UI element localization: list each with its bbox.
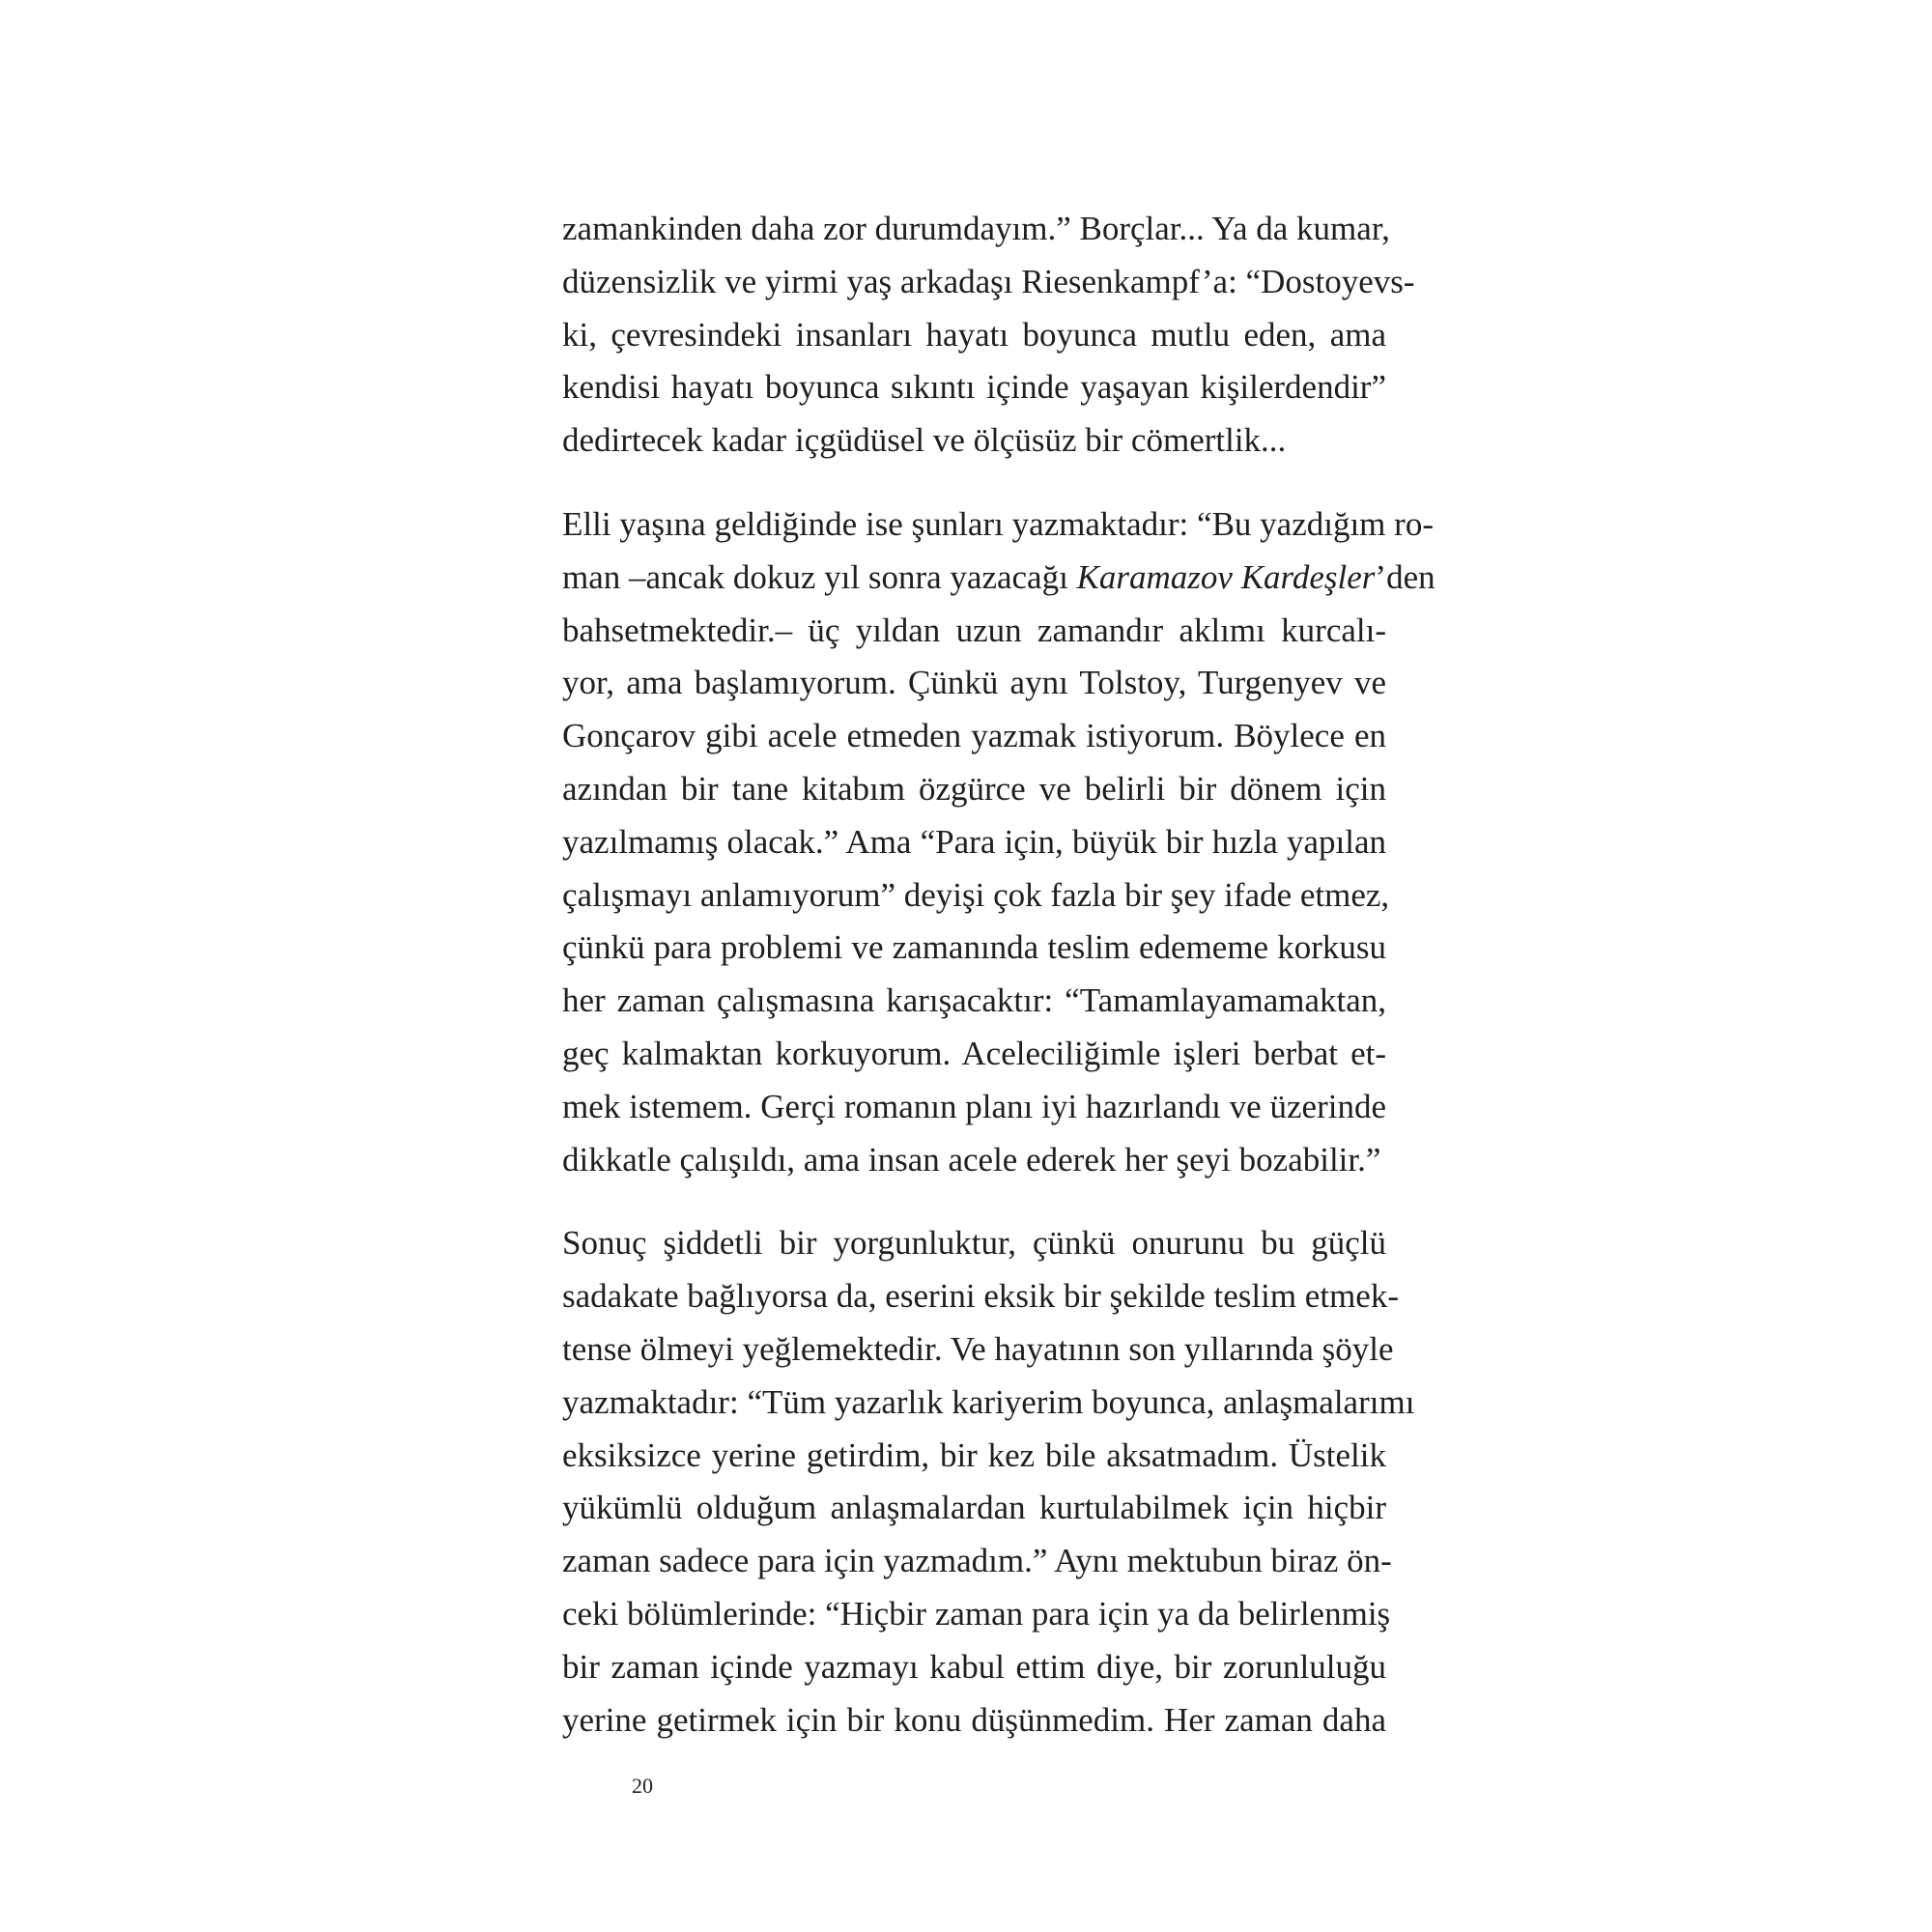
text-line: Sonuç şiddetli bir yorgunluktur, çünkü onurunu bu güçlü [562,1224,1386,1263]
text-line: eksiksizce yerine getirdim, bir kez bile aksatmadım. Üstelik [562,1435,1386,1474]
text-line: dedirtecek kadar içgüdüsel ve ölçüsüz bir cömertlik... [562,421,1287,460]
text-line: ki, çevresindeki insanları hayatı boyunca mutlu eden, ama [562,315,1386,354]
text-line: çünkü para problemi ve zamanında teslim edememe korkusu [562,928,1386,967]
text-line: ceki bölümlerinde: “Hiçbir zaman para için ya da belirlenmiş [562,1594,1391,1633]
paragraph-2 [562,498,1435,1186]
text-line: yerine getirmek için bir konu düşünmedim. Her zaman daha [562,1700,1386,1739]
text-line: Gonçarov gibi acele etmeden yazmak istiyorum. Böylece en [562,717,1386,755]
text-line: tense ölmeyi yeğlemektedir. Ve hayatının son yıllarında şöyle [562,1329,1394,1368]
text-line: yor, ama başlamıyorum. Çünkü aynı Tolstoy, Turgenyev ve [562,664,1386,702]
page-number: 20 [632,1774,653,1798]
text-line: bahsetmektedir.– üç yıldan uzun zamandır aklımı kurcalı- [562,611,1386,649]
text-line: düzensizlik ve yirmi yaş arkadaşı Riesenkampf’a: “Dostoyevs- [562,262,1415,300]
text-line: Elli yaşına geldiğinde ise şunları yazmaktadır: “Bu yazdığım ro- [562,504,1434,543]
text-segment: ’den [1375,557,1435,596]
text-line: bir zaman içinde yazmayı kabul ettim diye, bir zorunluluğu [562,1647,1386,1686]
book-title-italic: Karamazov Kardeşler [1076,557,1376,596]
text-line: azından bir tane kitabım özgürce ve belirli bir dönem için [562,769,1386,808]
text-line: yazılmamış olacak.” Ama “Para için, büyük bir hızla yapılan [562,822,1386,861]
text-line-with-title [562,552,1435,605]
text-line: kendisi hayatı boyunca sıkıntı içinde yaşayan kişilerdendir” [562,368,1386,407]
text-line: yükümlü olduğum anlaşmalardan kurtulabilmek için hiçbir [562,1489,1386,1527]
paragraph-1 [562,203,1415,468]
text-line: dikkatle çalışıldı, ama insan acele ederek her şeyi bozabilir.” [562,1140,1381,1179]
text-line: yazmaktadır: “Tüm yazarlık kariyerim boyunca, anlaşmalarımı [562,1382,1415,1421]
text-line: zamankinden daha zor durumdayım.” Borçlar... Ya da kumar, [562,210,1390,247]
text-line: zaman sadece para için yazmadım.” Aynı mektubun biraz ön- [562,1542,1392,1580]
text-line: her zaman çalışmasına karışacaktır: “Tamamlayamamaktan, [562,981,1386,1020]
text-segment: man –ancak dokuz yıl sonra yazacağı [562,557,1077,596]
text-line: mek istemem. Gerçi romanın planı iyi hazırlandı ve üzerinde [562,1087,1386,1125]
text-line: geç kalmaktan korkuyorum. Aceleciliğimle işleri berbat et- [562,1034,1386,1072]
text-line: çalışmayı anlamıyorum” deyişi çok fazla bir şey ifade etmez, [562,875,1390,914]
paragraph-3 [562,1217,1415,1747]
body-text [562,203,1435,1747]
text-line: sadakate bağlıyorsa da, eserini eksik bir şekilde teslim etmek- [562,1277,1399,1316]
